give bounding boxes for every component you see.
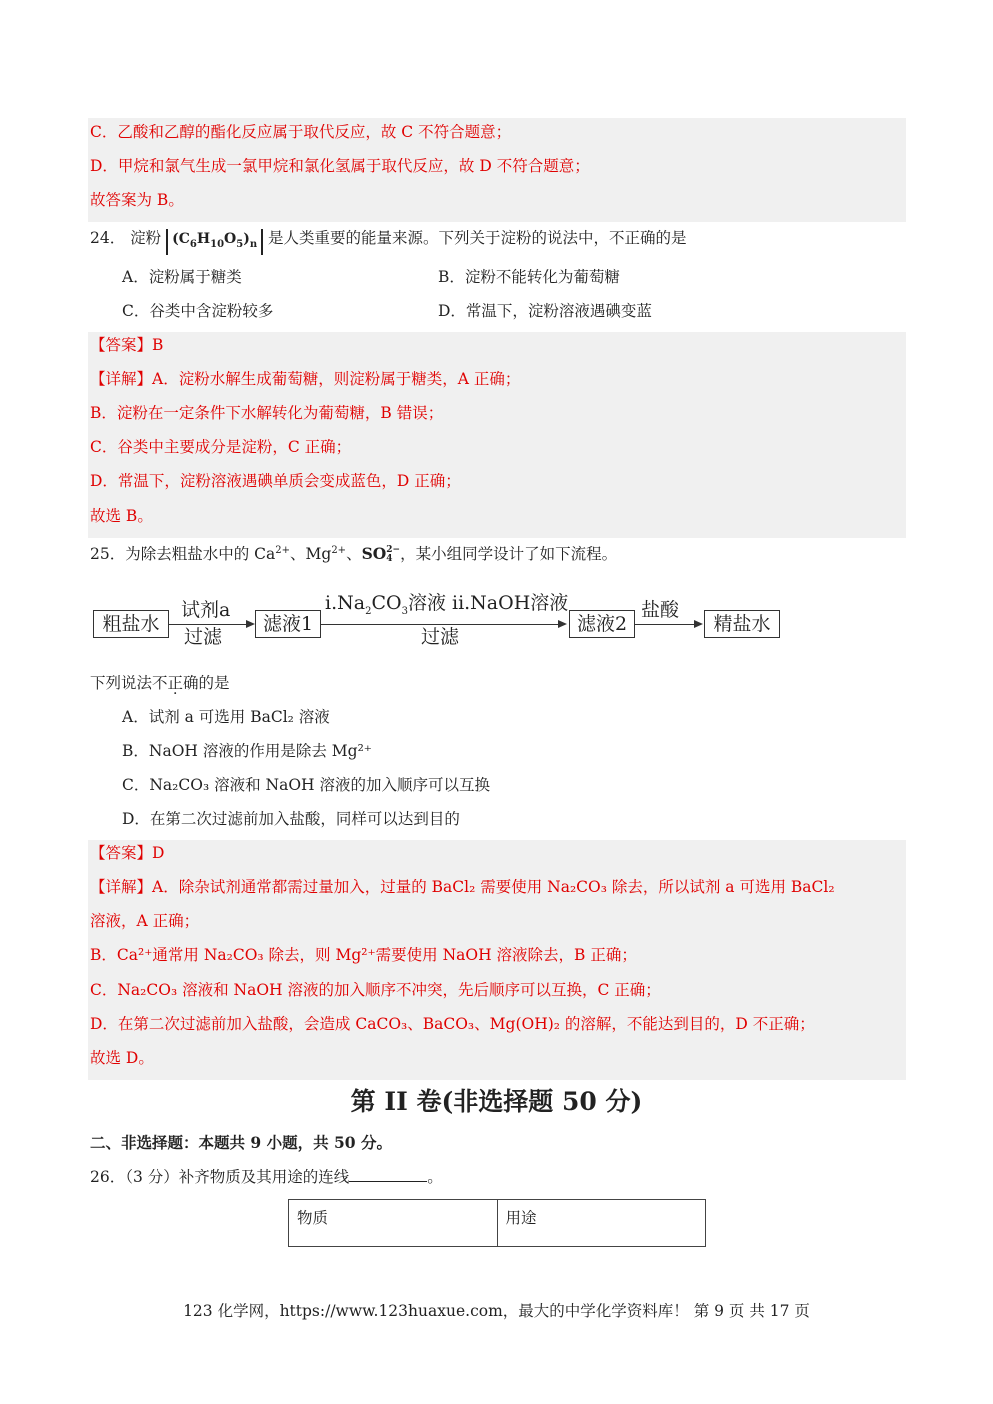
q24-detail-a-text: A．淀粉水解生成葡萄糖，则淀粉属于糖类，A 正确； bbox=[152, 370, 521, 388]
q24-option-a: A．淀粉属于糖类 bbox=[122, 268, 242, 286]
q25-detail-a2: 溶液，A 正确； bbox=[90, 912, 200, 930]
q25-prompt-emphasis: 不正确 bbox=[152, 674, 199, 692]
q25-option-a: A．试剂 a 可选用 BaCl₂ 溶液 bbox=[122, 708, 330, 726]
q25-detail-a1: 【详解】A．除杂试剂通常都需过量加入，过量的 BaCl₂ 需要使用 Na₂CO₃ 除去，所以试剂 a 可选用 BaCl₂ bbox=[90, 878, 835, 896]
q24-conclusion: 故选 B。 bbox=[90, 507, 153, 525]
q24-stem-post: 是人类重要的能量来源。下列关于淀粉的说法中，不正确的是 bbox=[268, 229, 687, 247]
q24-detail-c: C．谷类中主要成分是淀粉，C 正确； bbox=[90, 438, 352, 456]
q25-so4: SO 2− 4 bbox=[361, 544, 401, 565]
flow-arrow3-top: 盐酸 bbox=[641, 599, 680, 621]
page-footer: 123 化学网，https://www.123huaxue.com，最大的中学化学资料库！ 第 9 页 共 17 页 bbox=[183, 1302, 810, 1320]
q26-col-use: 用途 bbox=[497, 1200, 706, 1247]
q25-stem-sep: 、 bbox=[346, 545, 362, 564]
q26-table bbox=[288, 1199, 706, 1247]
prev-answer-conclusion: 故答案为 B。 bbox=[90, 191, 184, 209]
q26-answer-blank bbox=[349, 1167, 427, 1182]
flow-arrow2-top: $i.Na_2CO_3$溶液 ii.NaOH溶液 bbox=[325, 592, 569, 617]
q25-option-d: D．在第二次过滤前加入盐酸，同样可以达到目的 bbox=[122, 810, 460, 828]
flow-box-refined-brine: 精盐水 bbox=[704, 610, 780, 638]
section-title: 第 II 卷(非选择题 50 分) bbox=[350, 1087, 643, 1116]
q25-conclusion: 故选 D。 bbox=[90, 1049, 154, 1067]
q25-answer bbox=[90, 843, 164, 863]
section-subtitle: 二、非选择题：本题共 9 小题，共 50 分。 bbox=[90, 1133, 392, 1152]
q24-answer-block bbox=[88, 332, 906, 538]
q24-option-c: C．谷类中含淀粉较多 bbox=[122, 302, 274, 320]
q24-stem-pre: 淀粉 bbox=[130, 229, 162, 247]
q24-answer-value: B bbox=[152, 336, 164, 354]
q25-mg-charge: 2+ bbox=[331, 545, 347, 556]
q26-col-substance: 物质 bbox=[289, 1200, 498, 1247]
q24-number: 24． bbox=[90, 229, 126, 247]
q25-detail-c: C．Na₂CO₃ 溶液和 NaOH 溶液的加入顺序不冲突，先后顺序可以互换，C 正确； bbox=[90, 981, 661, 999]
q24-option-d: D．常温下，淀粉溶液遇碘变蓝 bbox=[438, 302, 652, 320]
q25-option-b: B．NaOH 溶液的作用是除去 Mg²⁺ bbox=[122, 742, 372, 760]
q24-detail-tag: 【详解】 bbox=[90, 370, 153, 388]
q25-stem-post: ，某小组同学设计了如下流程。 bbox=[400, 545, 618, 564]
flow-arrow2-bottom: 过滤 bbox=[421, 626, 460, 648]
q25-prompt: 下列说法不正确的是 bbox=[90, 674, 230, 692]
q25-option-c: C．Na₂CO₃ 溶液和 NaOH 溶液的加入顺序可以互换 bbox=[122, 776, 490, 794]
q24-answer bbox=[90, 335, 163, 355]
q24-answer-tag: 【答案】 bbox=[90, 336, 153, 354]
q26-stem: 26．（3 分）补齐物质及其用途的连线 。 bbox=[90, 1168, 443, 1186]
q25-detail-b: B．Ca²⁺通常用 Na₂CO₃ 除去，则 Mg²⁺需要使用 NaOH 溶液除去，B 正确； bbox=[90, 946, 637, 964]
q24-detail-b: B．淀粉在一定条件下水解转化为葡萄糖，B 错误； bbox=[90, 404, 444, 422]
prev-answer-line-c: C．乙酸和乙醇的酯化反应属于取代反应，故 C 不符合题意； bbox=[90, 123, 512, 141]
table-row bbox=[289, 1200, 706, 1247]
flow-box-filtrate1: 滤液1 bbox=[255, 610, 321, 638]
q25-answer-tag: 【答案】 bbox=[90, 844, 153, 862]
flow-arrow1-bottom: 过滤 bbox=[184, 626, 223, 648]
q25-stem bbox=[90, 541, 617, 564]
q24-detail-a bbox=[90, 369, 520, 389]
q25-ca-charge: 2+ bbox=[275, 545, 291, 556]
q24-detail-d: D．常温下，淀粉溶液遇碘单质会变成蓝色，D 正确； bbox=[90, 472, 461, 490]
q24-stem bbox=[90, 228, 687, 255]
q25-detail-tag: 【详解】 bbox=[90, 878, 153, 896]
flow-box-filtrate2: 滤液2 bbox=[569, 610, 635, 638]
prev-answer-line-d: D．甲烷和氯气生成一氯甲烷和氯化氢属于取代反应，故 D 不符合题意； bbox=[90, 157, 590, 175]
q25-answer-value: D bbox=[152, 844, 165, 862]
q25-stem-pre: 为除去粗盐水中的 Ca bbox=[125, 545, 276, 564]
q25-stem-mid: 、Mg bbox=[290, 545, 332, 564]
flow-arrow1-top: 试剂a bbox=[181, 599, 231, 621]
flow-arrow3 bbox=[635, 624, 701, 625]
q24-option-b: B．淀粉不能转化为葡萄糖 bbox=[438, 268, 620, 286]
q24-formula: $(C_6H_{10}O_5)_n$ bbox=[166, 229, 263, 255]
flow-box-raw-brine: 粗盐水 bbox=[93, 610, 169, 638]
q25-detail-d: D．在第二次过滤前加入盐酸，会造成 CaCO₃、BaCO₃、Mg(OH)₂ 的溶解，不能达到目的，D 不正确； bbox=[90, 1015, 815, 1033]
q25-number: 25． bbox=[90, 545, 126, 564]
